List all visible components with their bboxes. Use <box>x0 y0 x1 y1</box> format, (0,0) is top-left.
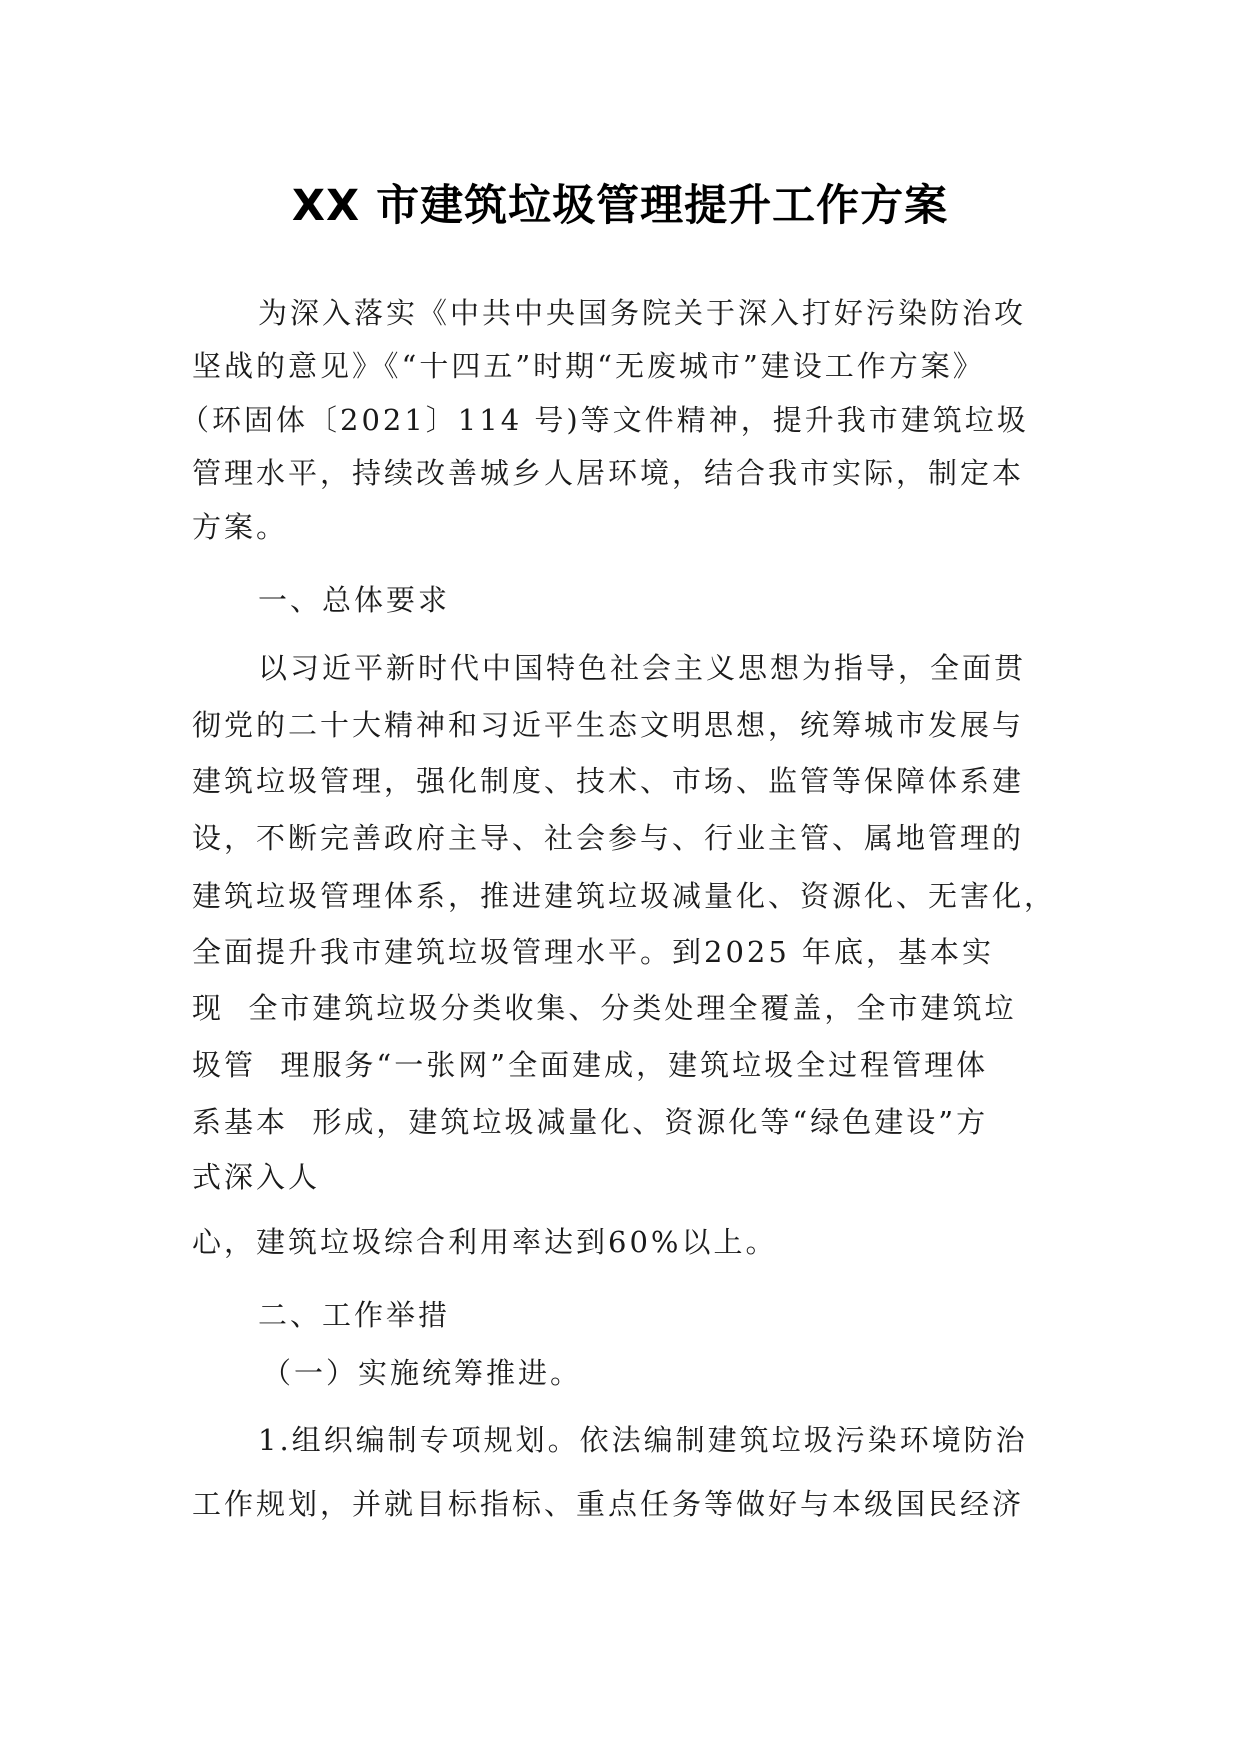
paragraph-line: 管理水平，持续改善城乡人居环境，结合我市实际，制定本 <box>192 456 1025 490</box>
document-title: XX 市建筑垃圾管理提升工作方案 <box>291 181 949 231</box>
paragraph-line: 坚战的意见》《“十四五”时期“无废城市”建设工作方案》 <box>192 349 985 383</box>
paragraph-line: 1.组织编制专项规划。依法编制建筑垃圾污染环境防治 <box>258 1423 1028 1457</box>
paragraph-line: 全面提升我市建筑垃圾管理水平。到2025 年底，基本实 <box>192 935 995 969</box>
paragraph-line: 以习近平新时代中国特色社会主义思想为指导，全面贯 <box>258 651 1027 685</box>
paragraph-line: 彻党的二十大精神和习近平生态文明思想，统筹城市发展与 <box>192 708 1025 742</box>
section-heading: 一、总体要求 <box>258 583 451 617</box>
paragraph-line: 现 全市建筑垃圾分类收集、分类处理全覆盖，全市建筑垃 <box>192 991 1017 1025</box>
paragraph-line: 为深入落实《中共中央国务院关于深入打好污染防治攻 <box>258 296 1027 330</box>
paragraph-line: 建筑垃圾管理体系，推进建筑垃圾减量化、资源化、无害化， <box>192 879 1057 913</box>
paragraph-line: 设，不断完善政府主导、社会参与、行业主管、属地管理的 <box>192 821 1025 855</box>
paragraph-line: 心，建筑垃圾综合利用率达到60%以上。 <box>192 1225 778 1259</box>
paragraph-line: 建筑垃圾管理，强化制度、技术、市场、监管等保障体系建 <box>192 764 1025 798</box>
paragraph-line: 工作规划，并就目标指标、重点任务等做好与本级国民经济 <box>192 1487 1025 1521</box>
paragraph-line: （环固体〔2021〕114 号)等文件精神，提升我市建筑垃圾 <box>180 403 1029 437</box>
paragraph-line: 系基本 形成，建筑垃圾减量化、资源化等“绿色建设”方 <box>192 1105 989 1139</box>
subsection-heading: （一）实施统筹推进。 <box>262 1356 583 1390</box>
paragraph-line: 方案。 <box>192 510 289 544</box>
section-heading: 二、工作举措 <box>258 1298 451 1332</box>
paragraph-line: 圾管 理服务“一张网”全面建成，建筑垃圾全过程管理体 <box>192 1048 989 1082</box>
paragraph-line: 式深入人 <box>192 1160 321 1194</box>
